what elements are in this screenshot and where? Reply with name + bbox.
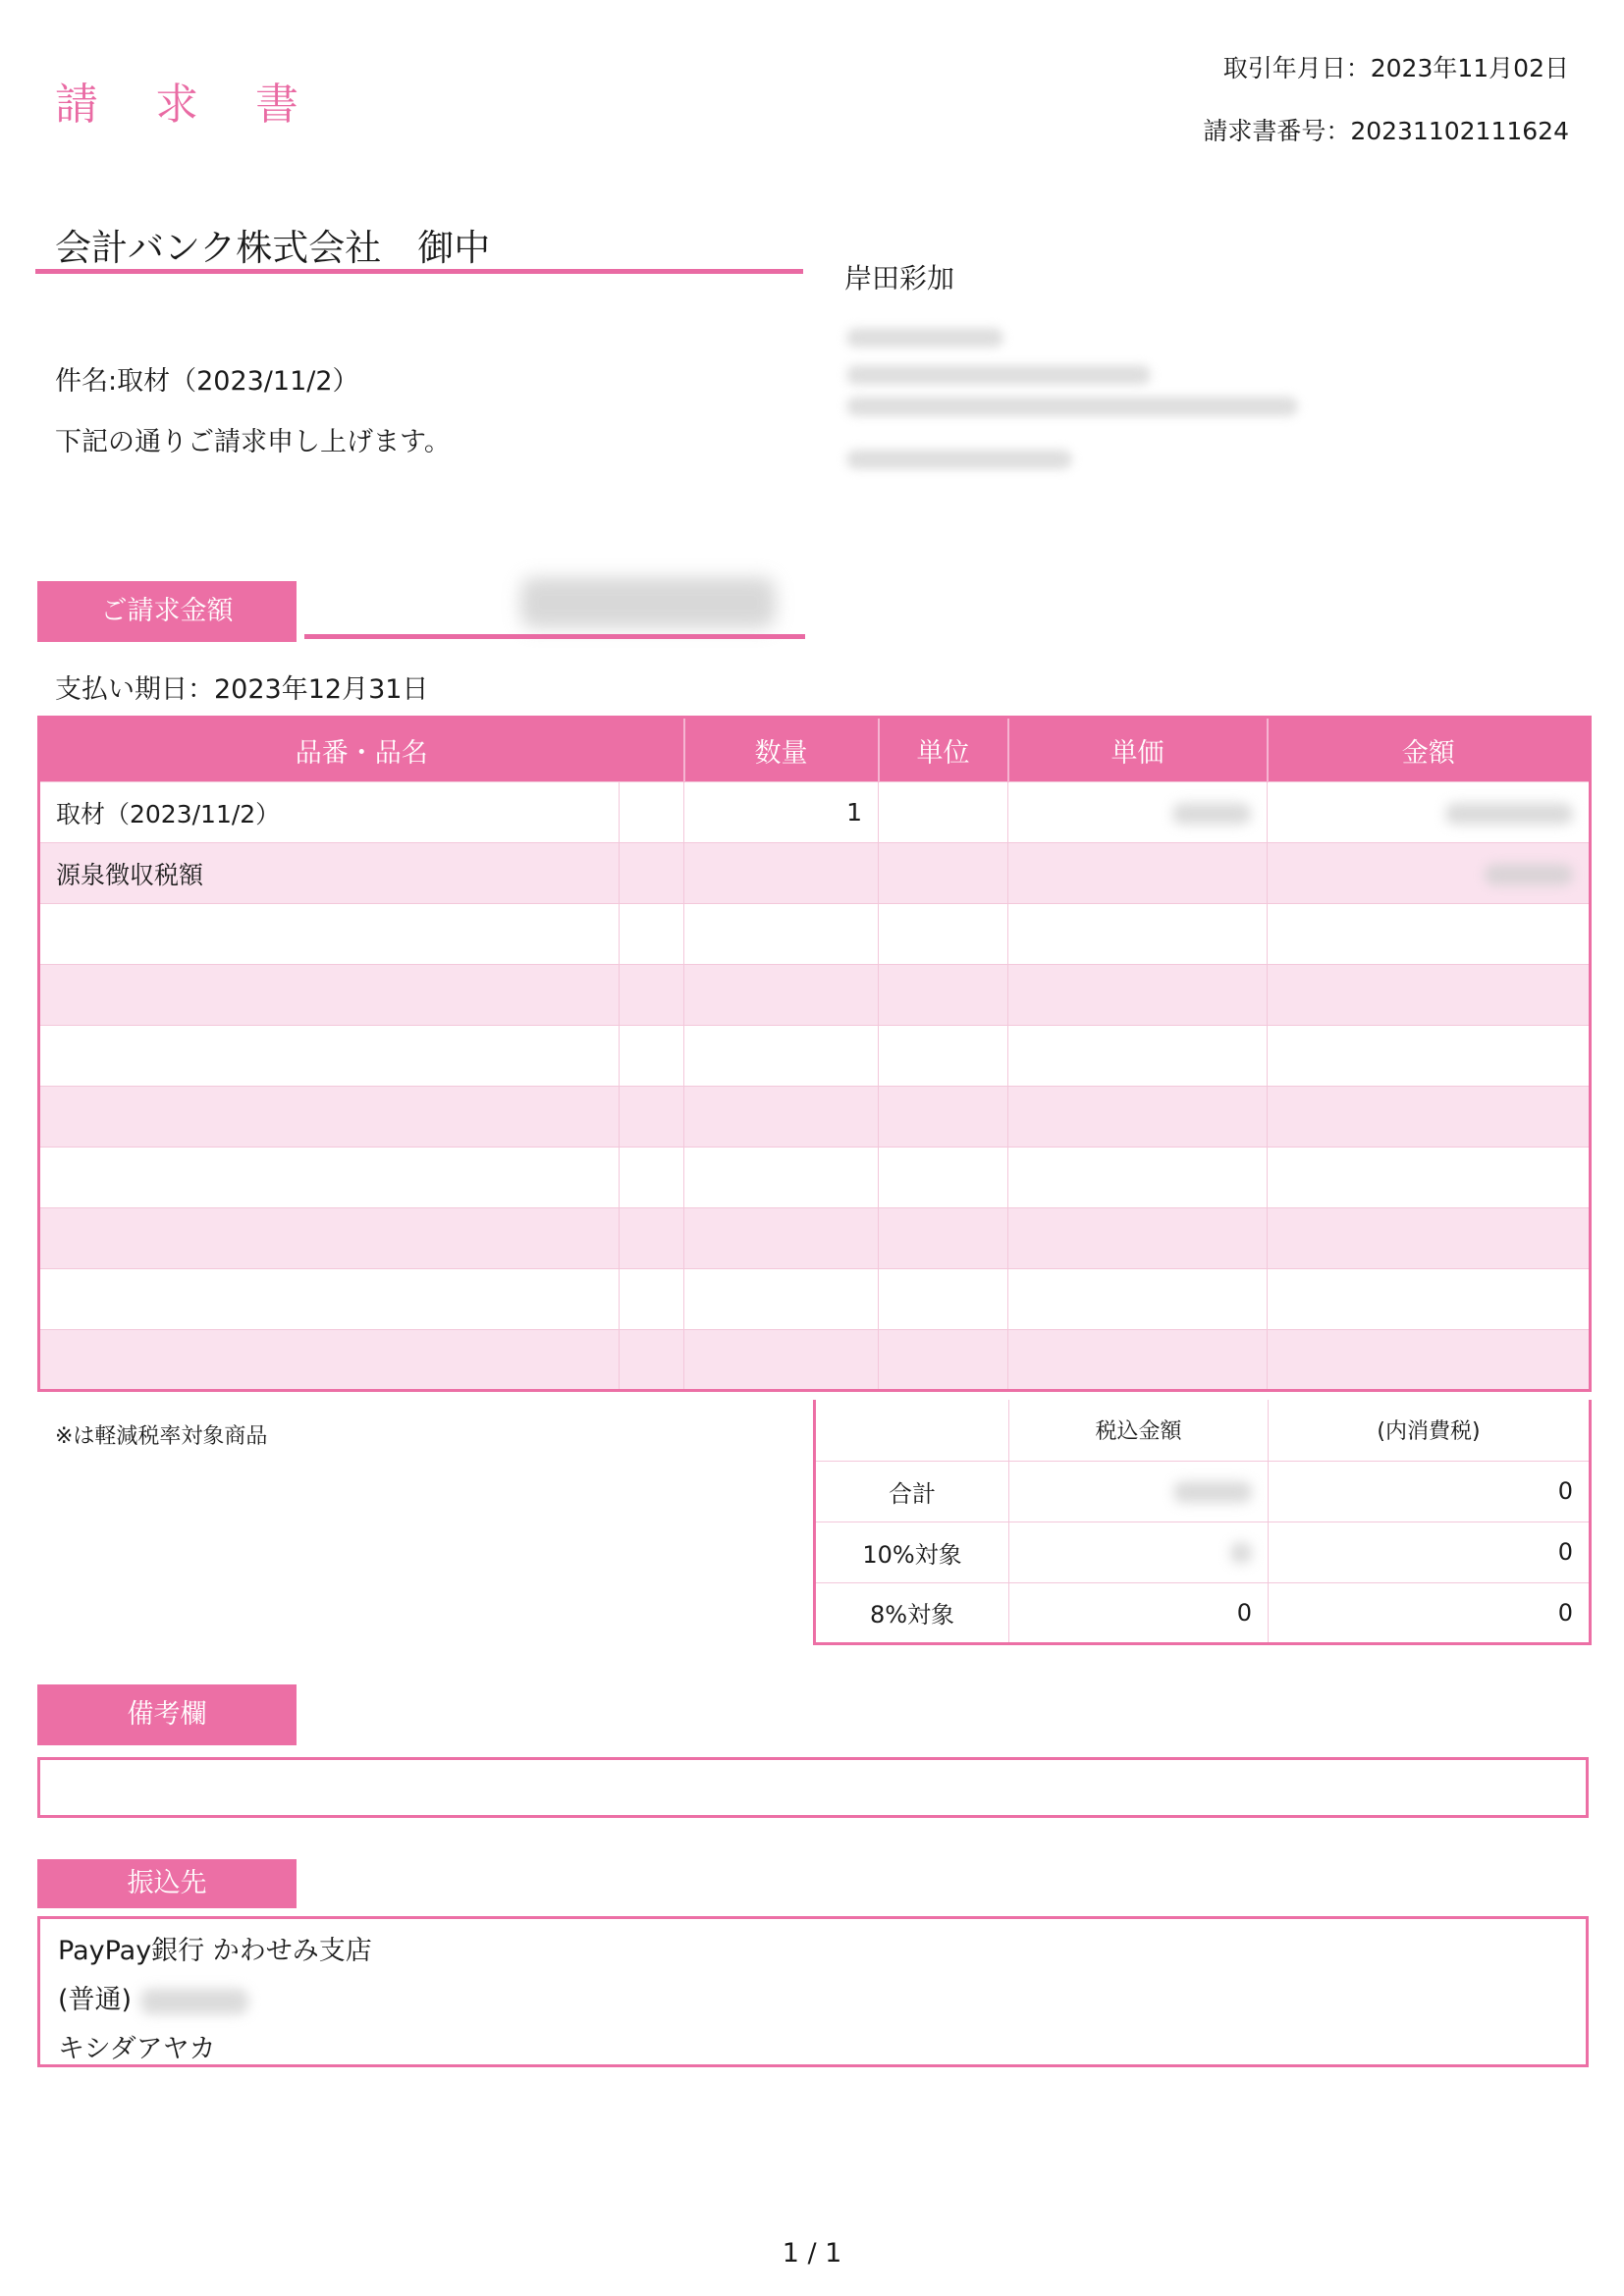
- issuer-address2-redacted: [846, 397, 1298, 416]
- redacted-value: [1172, 803, 1251, 825]
- billing-amount-label: ご請求金額: [37, 581, 297, 642]
- bank-account-row: [58, 1976, 1568, 2025]
- totals-tax-included: [1009, 1461, 1269, 1522]
- transaction-date: 取引年月日：2023年11月02日: [1222, 54, 1569, 82]
- subject: 件名:取材（2023/11/2）: [55, 366, 359, 397]
- bank-label: 振込先: [37, 1859, 297, 1908]
- header-unit: 単位: [879, 718, 1008, 782]
- billing-amount-redacted: [520, 577, 776, 628]
- header-amount: 金額: [1268, 718, 1591, 782]
- issuer-phone-redacted: [846, 450, 1072, 469]
- table-row: [39, 1148, 1591, 1208]
- issuer-name: 岸田彩加: [844, 262, 955, 294]
- recipient-name: 会計バンク株式会社 御中: [55, 227, 491, 269]
- redacted-value: [1485, 864, 1573, 885]
- greeting: 下記の通りご請求申し上げます。: [55, 427, 451, 457]
- bank-account-holder: キシダアヤカ: [58, 2034, 216, 2064]
- table-row: [39, 782, 1591, 843]
- bank-branch: PayPay銀行 かわせみ支店: [58, 1936, 372, 1966]
- items-header-row: [39, 718, 1591, 782]
- header-consumption-tax: (内消費税): [1377, 1419, 1481, 1445]
- redacted-value: [1173, 1481, 1252, 1503]
- header-quantity: 数量: [684, 718, 879, 782]
- totals-tax: 0: [1269, 1522, 1591, 1582]
- table-row: [39, 1208, 1591, 1269]
- bank-account-number-redacted: [140, 1989, 248, 2014]
- totals-label: 10%対象: [815, 1522, 1009, 1582]
- item-quantity: 1: [684, 782, 879, 843]
- totals-row: [815, 1522, 1591, 1582]
- due-date: 支払い期日：2023年12月31日: [55, 674, 429, 705]
- invoice-number: 請求書番号：20231102111624: [1203, 117, 1569, 145]
- reduced-tax-note: ※は軽減税率対象商品: [55, 1424, 268, 1449]
- page-number: 1 / 1: [782, 2238, 842, 2269]
- totals-tax: 0: [1269, 1461, 1591, 1522]
- header-tax-included: 税込金額: [1009, 1400, 1269, 1461]
- table-row: [39, 1269, 1591, 1330]
- remarks-box: [37, 1757, 1589, 1818]
- redacted-value: [1230, 1542, 1252, 1564]
- header-item-name: 品番・品名: [39, 718, 684, 782]
- totals-header-row: [815, 1400, 1591, 1461]
- bank-account-type: (普通): [58, 1985, 133, 2015]
- item-name: 源泉徴収税額: [39, 843, 620, 904]
- totals-row: [815, 1582, 1591, 1643]
- redacted-value: [1445, 803, 1573, 825]
- table-row: [39, 965, 1591, 1026]
- totals-tax-included: [1009, 1522, 1269, 1582]
- issuer-address-redacted: [846, 365, 1151, 385]
- bank-details: [37, 1916, 1589, 2067]
- table-row: [39, 1330, 1591, 1391]
- issuer-postal-redacted: [846, 328, 1003, 347]
- totals-table: [813, 1400, 1592, 1645]
- table-row: [39, 1026, 1591, 1087]
- totals-tax: 0: [1269, 1582, 1591, 1643]
- totals-tax-included: 0: [1009, 1582, 1269, 1643]
- item-unit-price: [1008, 782, 1268, 843]
- document-title: 請 求 書: [55, 80, 320, 130]
- billing-amount-underline: [304, 634, 805, 639]
- remarks-label: 備考欄: [37, 1684, 297, 1745]
- item-name: 取材（2023/11/2）: [39, 782, 620, 843]
- table-row: [39, 904, 1591, 965]
- table-row: [39, 843, 1591, 904]
- totals-label: 合計: [815, 1461, 1009, 1522]
- totals-row: [815, 1461, 1591, 1522]
- table-row: [39, 1087, 1591, 1148]
- items-table: [37, 716, 1592, 1392]
- header-unit-price: 単価: [1008, 718, 1268, 782]
- item-amount: [1268, 782, 1591, 843]
- totals-label: 8%対象: [815, 1582, 1009, 1643]
- recipient-underline: [35, 269, 803, 274]
- item-amount: [1268, 843, 1591, 904]
